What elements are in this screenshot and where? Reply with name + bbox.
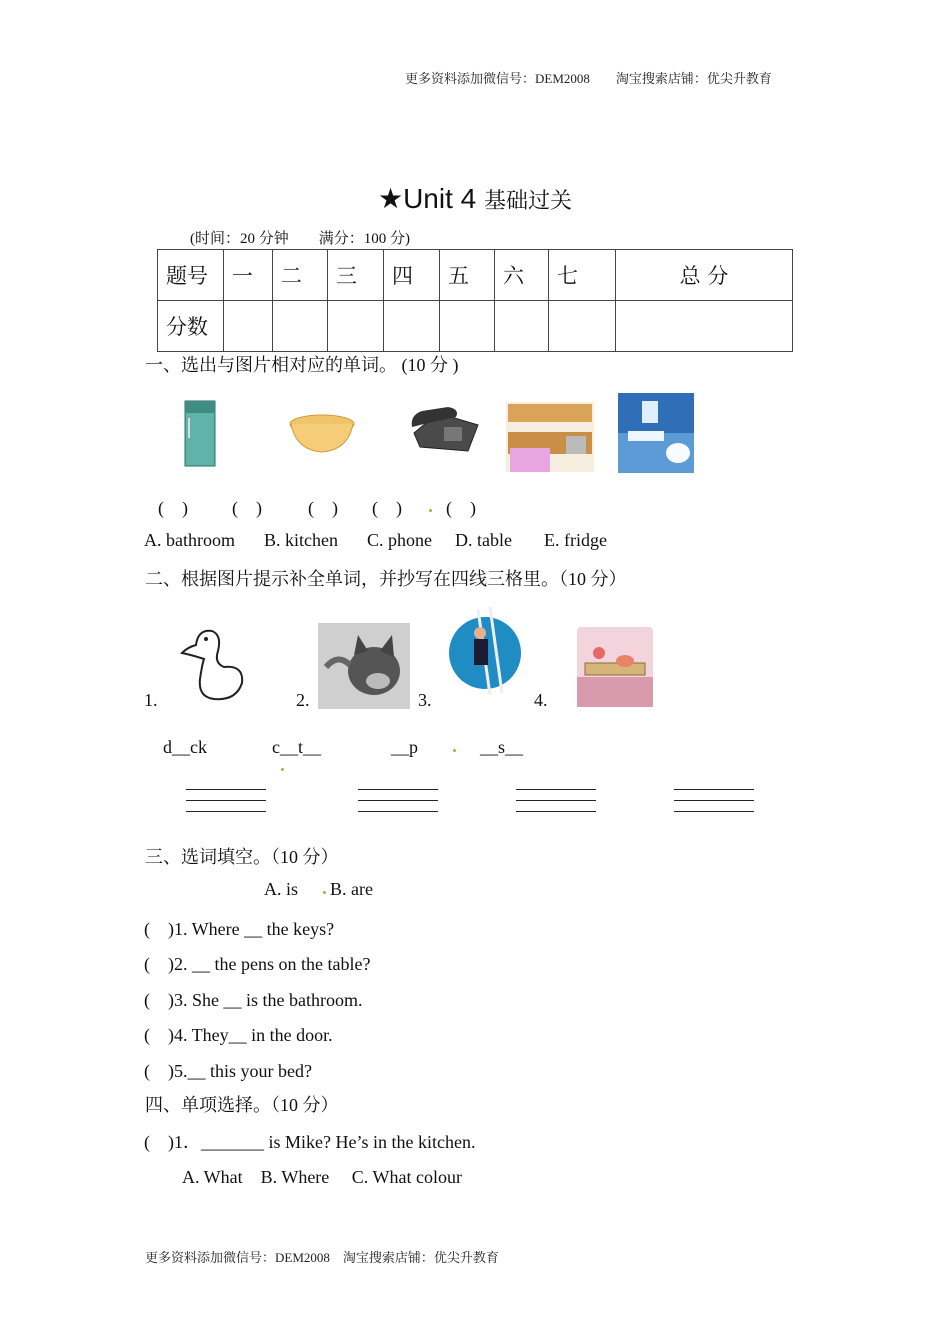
question-text: 5.__ this your bed?	[174, 1061, 312, 1081]
score-cell: 二	[273, 250, 328, 301]
decorative-dot	[323, 891, 326, 894]
option-label: D. table	[455, 530, 512, 550]
score-cell: 五	[440, 250, 495, 301]
fridge-picture	[180, 398, 220, 468]
score-cell: 一	[224, 250, 273, 301]
man-ladder-picture	[448, 605, 522, 697]
score-cell: 总 分	[616, 250, 793, 301]
fill-item	[144, 1057, 312, 1083]
score-cell[interactable]	[328, 301, 384, 352]
bathroom-picture	[618, 393, 694, 473]
choice-option: A. is	[264, 879, 299, 899]
word-blank[interactable]: d__ck	[163, 737, 207, 757]
writing-lines[interactable]	[358, 789, 438, 825]
mc-question	[144, 1128, 475, 1154]
section4-heading: 四、单项选择。（10 分）	[145, 1095, 339, 1115]
score-cell[interactable]	[273, 301, 328, 352]
item-number: 2.	[296, 690, 310, 710]
kitchen-picture	[506, 402, 594, 472]
score-cell: 三	[328, 250, 384, 301]
score-cell[interactable]	[549, 301, 616, 352]
time-score-line: (时间：20 分钟 满分：100 分)	[190, 231, 410, 247]
word-blank[interactable]: __s__	[480, 737, 524, 757]
answer-paren[interactable]: ( )	[144, 954, 174, 974]
score-cell: 题号	[158, 250, 224, 301]
question-text: 1．_______ is Mike? He’s in the kitchen.	[174, 1132, 476, 1152]
header-text: 更多资料添加微信号：DEM2008 淘宝搜索店铺：优尖升教育	[405, 71, 772, 86]
score-cell[interactable]	[616, 301, 793, 352]
score-cell[interactable]	[224, 301, 273, 352]
section2-heading: 二、根据图片提示补全单词，并抄写在四线三格里。（10 分）	[145, 569, 627, 589]
item-number: 1.	[144, 690, 158, 710]
writing-lines[interactable]	[516, 789, 596, 825]
question-text: 1. Where __ the keys?	[174, 919, 335, 939]
question-text: 3. She __ is the bathroom.	[174, 990, 363, 1010]
item-number: 3.	[418, 690, 432, 710]
answer-paren[interactable]: ( )	[144, 919, 174, 939]
fill-item	[144, 915, 334, 941]
answer-blank[interactable]: ( )	[446, 498, 476, 518]
title-unit: ★Unit 4	[377, 183, 484, 214]
fill-item	[144, 950, 370, 976]
decorative-dot	[453, 749, 456, 752]
page-title	[0, 182, 950, 215]
answer-blank[interactable]: ( )	[232, 498, 262, 518]
score-cell: 六	[495, 250, 549, 301]
writing-lines[interactable]	[186, 789, 266, 825]
answer-paren[interactable]: ( )	[144, 1061, 174, 1081]
score-cell: 七	[549, 250, 616, 301]
score-cell: 分数	[158, 301, 224, 352]
fill-item	[144, 1021, 333, 1047]
answer-blank[interactable]: ( )	[372, 498, 402, 518]
question-text: 2. __ the pens on the table?	[174, 954, 371, 974]
answer-paren[interactable]: ( )	[144, 1132, 174, 1152]
sushi-picture	[577, 627, 653, 707]
fill-item	[144, 986, 362, 1012]
score-cell[interactable]	[495, 301, 549, 352]
answer-blank[interactable]: ( )	[308, 498, 338, 518]
footer-text: 更多资料添加微信号：DEM2008 淘宝搜索店铺：优尖升教育	[145, 1250, 499, 1265]
title-cn: 基础过关	[484, 189, 573, 214]
score-cell[interactable]	[440, 301, 495, 352]
answer-blank[interactable]: ( )	[158, 498, 188, 518]
phone-picture	[408, 403, 482, 459]
question-text: 4. They__ in the door.	[174, 1025, 333, 1045]
word-blank[interactable]: c__t__	[272, 737, 321, 757]
score-table	[157, 249, 793, 352]
choice-option: B. are	[330, 879, 373, 899]
duck-picture	[178, 625, 250, 705]
score-cell: 四	[384, 250, 440, 301]
option-label: A. bathroom	[144, 530, 235, 550]
mc-options: A. What B. Where C. What colour	[182, 1167, 462, 1187]
option-label: E. fridge	[544, 530, 607, 550]
section3-heading: 三、选词填空。（10 分）	[145, 847, 339, 867]
decorative-dot	[281, 768, 284, 771]
writing-lines[interactable]	[674, 789, 754, 825]
option-label: C. phone	[367, 530, 432, 550]
answer-paren[interactable]: ( )	[144, 1025, 174, 1045]
table-picture	[288, 412, 356, 456]
cat-picture	[318, 623, 410, 709]
word-blank[interactable]: __p	[391, 737, 418, 757]
answer-paren[interactable]: ( )	[144, 990, 174, 1010]
section1-heading: 一、选出与图片相对应的单词。 (10 分 )	[145, 355, 459, 375]
decorative-dot	[429, 509, 432, 512]
item-number: 4.	[534, 690, 548, 710]
option-label: B. kitchen	[264, 530, 338, 550]
score-cell[interactable]	[384, 301, 440, 352]
